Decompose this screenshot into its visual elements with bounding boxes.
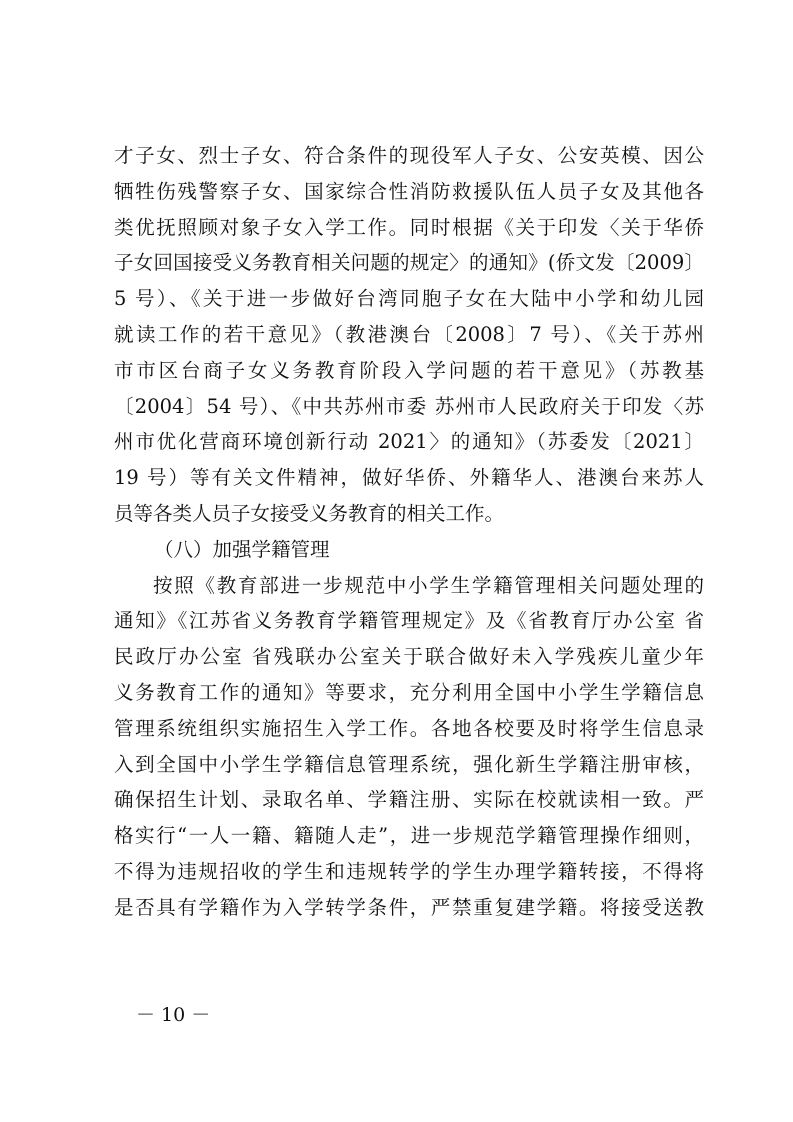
text-line: 义务教育工作的通知》等要求，充分利用全国中小学生学籍信息 (114, 680, 704, 704)
text-line: 通知》《江苏省义务教育学籍管理规定》及《省教育厅办公室 省 (114, 609, 704, 633)
text-line: 员等各类人员子女接受义务教育的相关工作。 (114, 501, 505, 525)
text-line: 牺牲伤残警察子女、国家综合性消防救援队伍人员子女及其他各 (114, 179, 704, 203)
body-text (114, 138, 704, 926)
text-line: 州市优化营商环境创新行动 2021〉的通知》（苏委发〔2021〕 (114, 430, 704, 454)
text-line: 5 号）、《关于进一步做好台湾同胞子女在大陆中小学和幼儿园 (114, 287, 704, 311)
page-number: － 10 － (136, 1004, 211, 1026)
paragraph-student-records (114, 568, 704, 926)
text-line: 不得为违规招收的学生和违规转学的学生办理学籍转接，不得将 (114, 859, 704, 883)
text-line: 就读工作的若干意见》（教港澳台〔2008〕7 号）、《关于苏州 (114, 322, 704, 346)
text-line: 民政厅办公室 省残联办公室关于联合做好未入学残疾儿童少年 (114, 645, 704, 669)
text-line: 子女回国接受义务教育相关问题的规定〉的通知》(侨文发〔2009〕 (114, 251, 704, 275)
text-line: 管理系统组织实施招生入学工作。各地各校要及时将学生信息录 (114, 716, 704, 740)
text-line: 格实行“一人一籍、籍随人走”，进一步规范学籍管理操作细则， (114, 824, 704, 848)
text-line: 市市区台商子女义务教育阶段入学问题的若干意见》（苏教基 (114, 358, 704, 382)
text-line: 确保招生计划、录取名单、学籍注册、实际在校就读相一致。严 (114, 788, 704, 812)
text-line: 才子女、烈士子女、符合条件的现役军人子女、公安英模、因公 (114, 144, 704, 167)
section-heading: （八）加强学籍管理 (154, 537, 330, 561)
text-line: 19 号）等有关文件精神，做好华侨、外籍华人、港澳台来苏人 (114, 466, 704, 490)
text-line: 按照《教育部进一步规范中小学生学籍管理相关问题处理的 (153, 573, 704, 597)
text-line: 是否具有学籍作为入学转学条件，严禁重复建学籍。将接受送教 (114, 895, 704, 919)
text-line: 类优抚照顾对象子女入学工作。同时根据《关于印发〈关于华侨 (114, 215, 704, 239)
paragraph-continued (114, 138, 704, 532)
text-line: 〔2004〕54 号）、《中共苏州市委 苏州市人民政府关于印发〈苏 (114, 394, 704, 418)
text-line: 入到全国中小学生学籍信息管理系统，强化新生学籍注册审核， (114, 752, 704, 776)
